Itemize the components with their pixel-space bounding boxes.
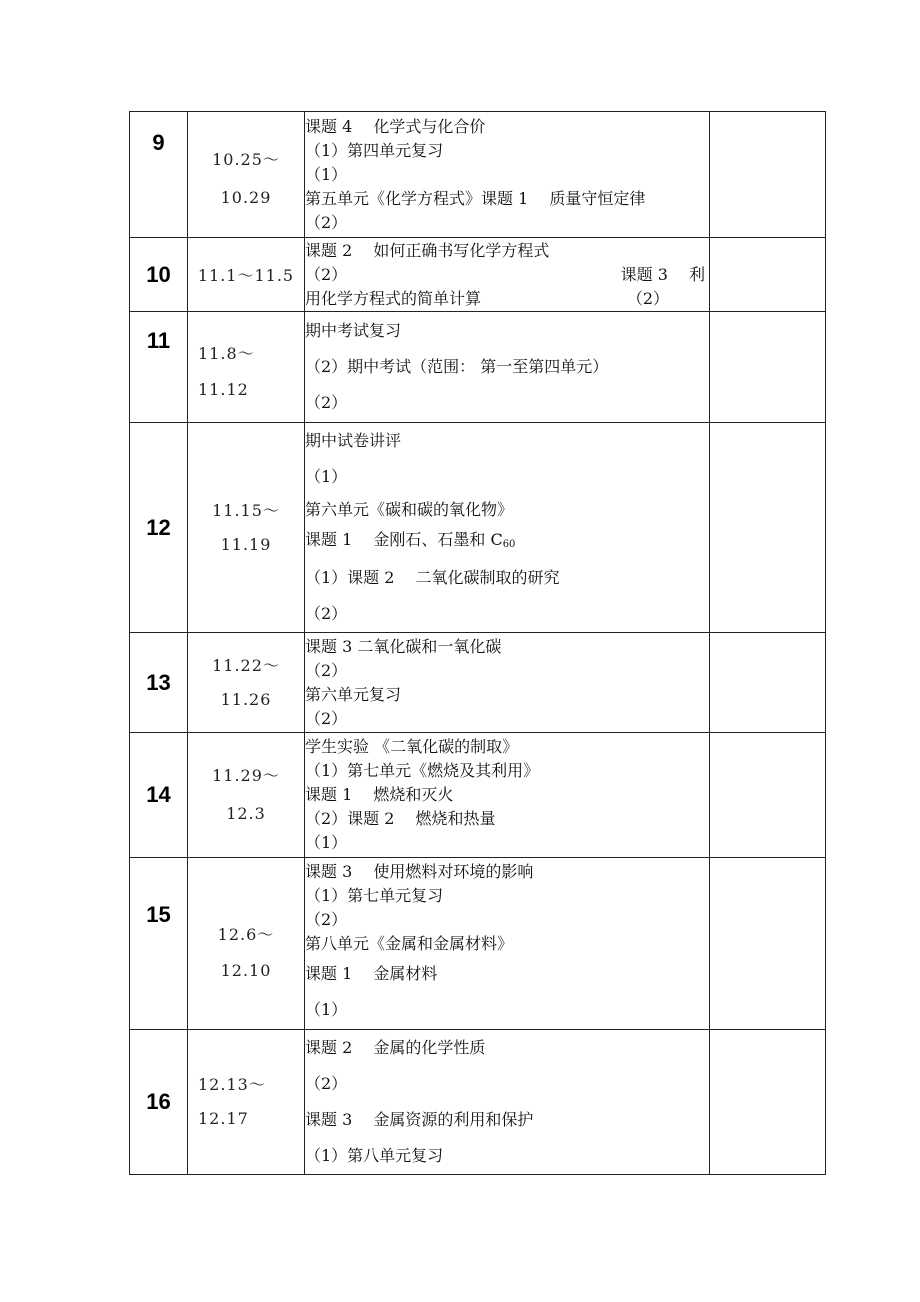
date-start: 11.29～ [212,766,280,785]
content-line: 课题 1 金属材料 [305,963,438,983]
subscript: 60 [502,539,516,550]
content-line: 课题 3 二氧化碳和一氧化碳 [305,636,502,656]
notes-cell [710,1030,826,1175]
content-line: 课题 2 如何正确书写化学方程式 [305,240,550,260]
content-fragment: （2） [305,264,348,284]
lesson-content [305,858,710,1030]
date-end: 11.12 [198,380,249,399]
date-start: 12.13～ [198,1075,266,1094]
date-range [188,1030,305,1175]
lesson-content [305,1030,710,1175]
notes-cell [710,238,826,312]
content-line: 课题 2 金属的化学性质 [305,1038,486,1057]
content-line: 学生实验 《二氧化碳的制取》 [305,737,519,756]
date-range [188,858,305,1030]
teaching-schedule-table [129,111,826,1175]
lesson-content [305,112,710,238]
content-line: 课题 3 使用燃料对环境的影响 [305,861,534,881]
date-end: 11.19 [220,534,272,554]
content-line: （2）期中考试（范围： 第一至第四单元） [305,357,609,376]
content-line [305,287,709,311]
content-line: 课题 1 燃烧和灭火 [305,785,454,804]
content-fragment: （2） [626,288,669,308]
content-line: （2） [305,604,348,623]
lesson-content [305,238,710,312]
date-start: 11.22～ [212,655,280,675]
date-range [188,423,305,633]
date-end: 10.29 [220,187,272,207]
week-number: 14 [130,733,188,858]
content-line [305,263,709,287]
week-number: 12 [130,423,188,633]
notes-cell [710,733,826,858]
content-line: 第五单元《化学方程式》课题 1 质量守恒定律 [305,188,646,208]
content-fragment: 课题 3 利 [620,264,705,284]
date-end: 12.17 [198,1109,249,1128]
lesson-content [305,633,710,733]
content-line: （1） [305,164,348,184]
date-start: 11.15～ [212,500,280,520]
date-start: 12.6～ [217,924,275,944]
date-start: 11.8～ [198,344,255,363]
content-fragment: 用化学方程式的简单计算 [305,288,482,308]
date-range [188,733,305,858]
date-start: 10.25～ [212,149,280,169]
content-line: （1）第四单元复习 [305,140,444,160]
content-line [305,525,709,560]
notes-cell [710,633,826,733]
content-fragment: 课题 1 金刚石、石墨和 C [305,530,503,549]
date-range [188,238,305,312]
content-line: （2） [305,393,348,412]
table-row-week-15 [130,858,826,1030]
content-line: 第六单元《碳和碳的氧化物》 [305,500,514,519]
week-number: 16 [130,1030,188,1175]
table-row-week-11 [130,312,826,423]
date-end: 12.3 [226,804,266,823]
week-number: 9 [130,112,188,238]
table-row-week-10 [130,238,826,312]
content-line: 课题 3 金属资源的利用和保护 [305,1110,534,1129]
table-row-week-13 [130,633,826,733]
content-line: （1）课题 2 二氧化碳制取的研究 [305,568,560,587]
content-line: （1） [305,833,348,852]
lesson-content [305,423,710,633]
lesson-content [305,733,710,858]
table-row-week-14 [130,733,826,858]
content-line: （2） [305,660,348,680]
date-range [188,633,305,733]
content-line: 期中考试复习 [305,321,402,340]
content-line: （2） [305,708,348,728]
content-line: （1）第七单元《燃烧及其利用》 [305,761,540,780]
date-range [188,112,305,238]
content-line: 课题 4 化学式与化合价 [305,116,486,136]
week-number: 11 [130,312,188,423]
content-line: （1） [305,999,348,1019]
content-line: 第六单元复习 [305,684,402,704]
notes-cell [710,858,826,1030]
content-line: （2） [305,212,348,232]
content-line: （2） [305,1074,348,1093]
table-row-week-12 [130,423,826,633]
content-line: （2）课题 2 燃烧和热量 [305,809,496,828]
notes-cell [710,112,826,238]
content-line: （1） [305,467,348,486]
week-number: 13 [130,633,188,733]
notes-cell [710,312,826,423]
week-number: 15 [130,858,188,1030]
date-end: 11.26 [220,689,272,709]
table-row-week-9 [130,112,826,238]
date-range [188,312,305,423]
content-line: 第八单元《金属和金属材料》 [305,933,514,953]
date-start: 11.1～11.5 [197,266,295,285]
lesson-content [305,312,710,423]
content-line: （2） [305,909,348,929]
content-line: 期中试卷讲评 [305,431,402,450]
content-line: （1）第七单元复习 [305,885,444,905]
week-number: 10 [130,238,188,312]
date-end: 12.10 [220,960,272,980]
notes-cell [710,423,826,633]
content-line: （1）第八单元复习 [305,1146,444,1165]
table-row-week-16 [130,1030,826,1175]
